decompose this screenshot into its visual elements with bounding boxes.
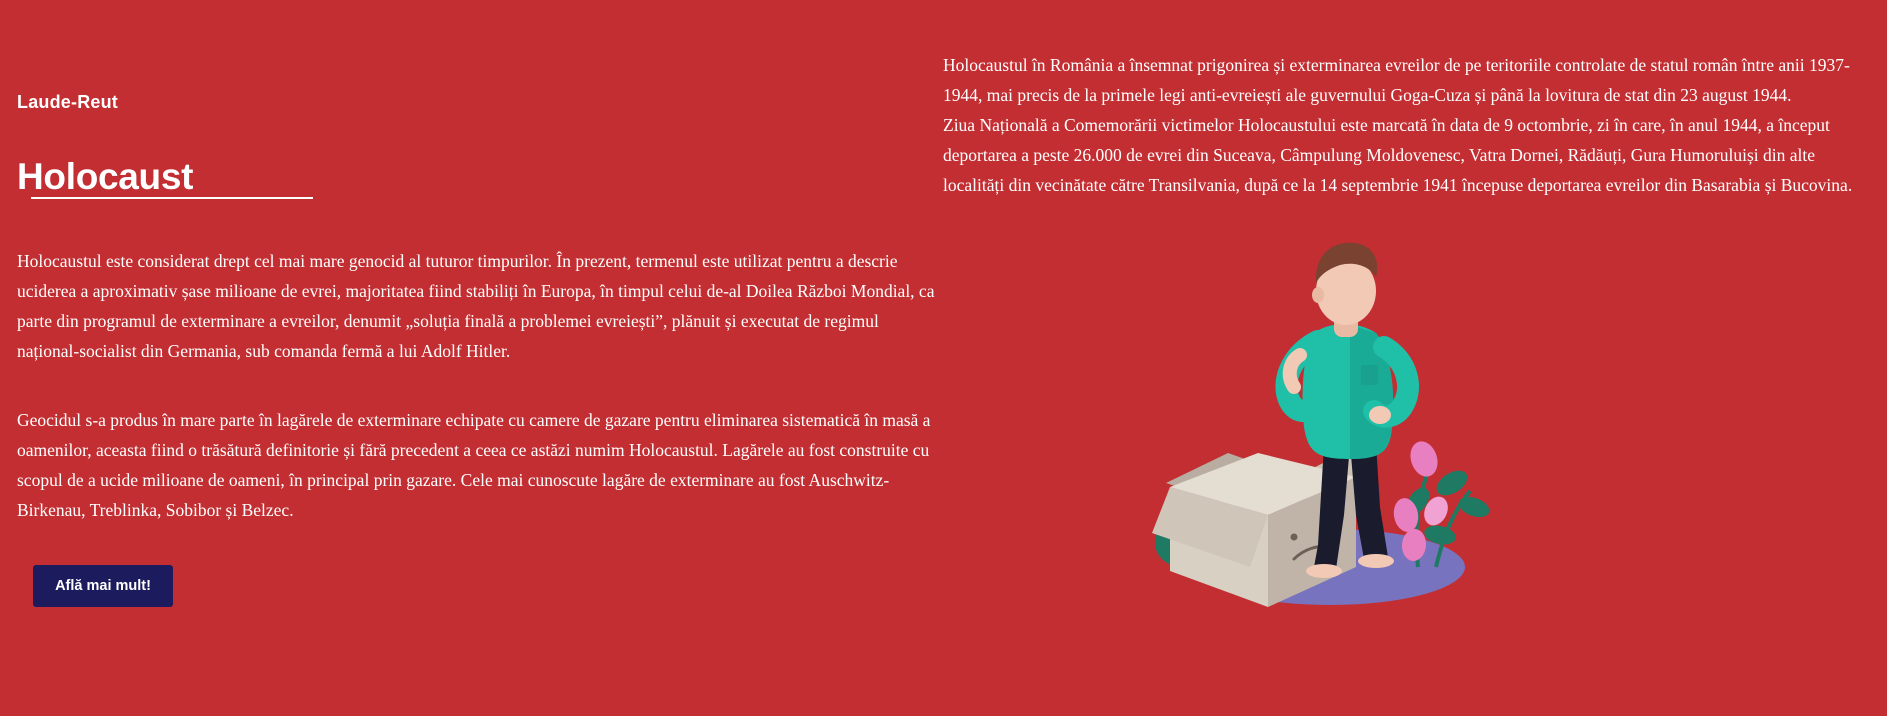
- learn-more-button[interactable]: Află mai mult!: [33, 565, 173, 607]
- right-column: [938, 0, 1868, 716]
- brand-label: Laude-Reut: [17, 92, 118, 112]
- page-title: Holocaust: [17, 155, 194, 197]
- right-paragraph-1: Holocaustul în România a însemnat prigonirea și exterminarea evreilor de pe teritoriile controlate de statul român între anii 1937-1944, mai precis de la primele legi anti-evreiești ale guvernului Goga-Cuza și până la lovitura de stat din 23 august 1944.: [943, 55, 1850, 105]
- left-column: [17, 0, 947, 716]
- left-paragraph-2: Geocidul s-a produs în mare parte în lagărele de exterminare echipate cu camere de gazare pentru eliminarea sistematică în masă a oamenilor, aceasta fiind o trăsătură definitorie și fără precedent a ceea ce astăzi numim Holocaustul. Lagărele au fost construite cu scopul de a ucide milioane de oameni, în principal prin gazare. Cele mai cunoscute lagăre de exterminare au fost Auschwitz-Birkenau, Treblinka, Sobibor și Belzec.: [17, 409, 931, 520]
- title-divider: [31, 197, 313, 199]
- left-paragraph-1: Holocaustul este considerat drept cel mai mare genocid al tuturor timpurilor. În prezent, termenul este utilizat pentru a descrie uciderea a aproximativ șase milioane de evrei, majoritatea fiind stabiliți în Europa, în timpul celui de-al Doilea Război Mondial, ca parte din programul de exterminare a evreilor, denumit „soluția finală a problemei evreiești”, plănuit și executat de regimul național-socialist din Germania, sub comanda fermă a lui Adolf Hitler.: [17, 250, 935, 361]
- right-paragraphs: [943, 50, 1863, 200]
- person-with-open-box-illustration: [1118, 215, 1538, 635]
- right-paragraph-2: Ziua Națională a Comemorării victimelor Holocaustului este marcată în data de 9 octombrie, zi în care, în anul 1944, a început deportarea a peste 26.000 de evrei din Suceava, Câmpulung Moldovenesc, Vatra Dornei, Rădăuți, Gura Humoruluiși din alte localități din vecinătate către Transilvania, după ce la 14 septembrie 1941 începuse deportarea evreilor din Basarabia și Bucovina.: [943, 115, 1853, 195]
